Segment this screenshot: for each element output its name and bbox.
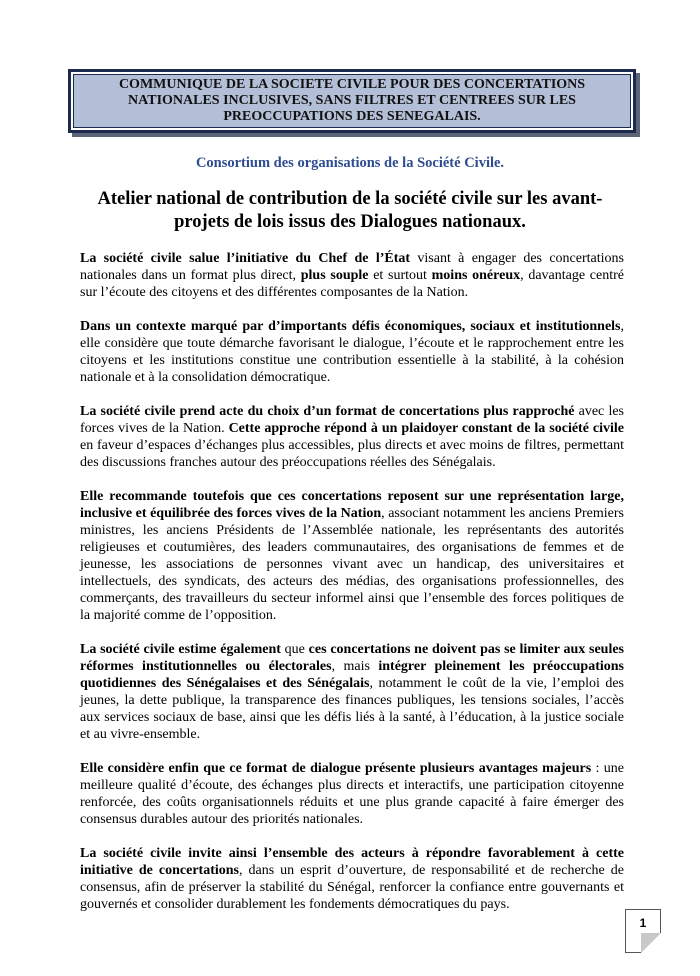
organization-name: Consortium des organisations de la Société Civile. bbox=[195, 155, 505, 171]
bold-text-run: La société civile invite ainsi l’ensemble des acteurs à répondre favorablement à cette initiative de concertations bbox=[80, 846, 624, 878]
bold-text-run: intégrer pleinement les préoccupations quotidiennes des Sénégalaises et des Sénégalais bbox=[80, 659, 624, 691]
bold-text-run: ces concertations ne doivent pas se limiter aux seules réformes institutionnelles ou électorales bbox=[80, 642, 625, 674]
bold-text-run: Dans un contexte marqué par d’importants défis économiques, sociaux et institutionnels bbox=[80, 319, 621, 334]
page-number-box bbox=[625, 909, 661, 953]
text-run: que bbox=[280, 642, 309, 657]
paragraph-5 bbox=[80, 641, 624, 743]
text-run: avec les forces vives de la Nation. bbox=[80, 404, 624, 436]
paragraph-1 bbox=[80, 250, 624, 301]
paragraph-4 bbox=[80, 488, 624, 624]
text-run: : une meilleure qualité d’écoute, des échanges plus directs et interactifs, une participation citoyenne renforcée, des coûts organisationnels réduits et une plus grande capacité à faire émerger des consensus durables autour des priorités nationales. bbox=[80, 761, 624, 827]
page-number: 1 bbox=[639, 916, 647, 930]
paragraph-2 bbox=[80, 318, 624, 386]
bold-text-run: plus souple bbox=[300, 268, 369, 283]
text-run: visant à engager des concertations nationales dans un format plus direct, bbox=[80, 251, 624, 283]
text-run: , associant notamment les anciens Premiers ministres, les anciens Présidents de l’Assemblée nationale, les représentants des autorités religieuses et coutumières, des leaders communautaires, des organisations de femmes et de jeunesse, les associations de personnes vivant avec un handicap, des universitaires et intellectuels, des syndicats, des acteurs des médias, des organisations professionnelles, des commerçants, des travailleurs du secteur informel ainsi que l’ensemble des forces politiques de la majorité comme de l’opposition. bbox=[80, 506, 624, 623]
text-run: et surtout bbox=[368, 268, 432, 283]
bold-text-run: La société civile estime également bbox=[80, 642, 281, 657]
paragraph-3 bbox=[80, 403, 624, 471]
text-run: , dans un esprit d’ouverture, de responsabilité et de recherche de consensus, afin de préserver la stabilité du Sénégal, renforcer la confiance entre gouvernants et gouvernés et consolider durablement les fondements démocratiques du pays. bbox=[80, 863, 624, 912]
title-box bbox=[68, 69, 636, 133]
bold-text-run: La société civile prend acte du choix d’un format de concertations plus rapproché bbox=[80, 404, 575, 419]
paragraph-7 bbox=[80, 845, 624, 913]
bold-text-run: La société civile salue l’initiative du Chef de l’État bbox=[80, 251, 411, 266]
bold-text-run: Elle recommande toutefois que ces concertations reposent sur une représentation large, inclusive et équilibrée des forces vives de la Nation bbox=[80, 489, 624, 521]
paragraph-6 bbox=[80, 760, 624, 828]
bold-text-run: Elle considère enfin que ce format de dialogue présente plusieurs avantages majeurs bbox=[80, 761, 592, 776]
page-fold-corner bbox=[641, 933, 661, 953]
text-run: , notamment le coût de la vie, l’emploi des jeunes, la dette publique, la transparence des finances publiques, les tensions sociales, l’accès aux services sociaux de base, ainsi que les défis liés à la santé, à l’éducation, à la justice sociale et au vivre-ensemble. bbox=[80, 676, 624, 742]
text-run: , davantage centré sur l’écoute des citoyens et des différentes composantes de la Nation. bbox=[80, 268, 624, 300]
document-body bbox=[80, 250, 624, 930]
text-run: en faveur d’espaces d’échanges plus accessibles, plus directs et avec moins de filtres, permettant des discussions franches autour des préoccupations réelles des Sénégalais. bbox=[80, 438, 624, 470]
page-heading: Atelier national de contribution de la société civile sur les avant-projets de lois issus des Dialogues nationaux. bbox=[97, 189, 603, 232]
bold-text-run: Cette approche répond à un plaidoyer constant de la société civile bbox=[228, 421, 624, 436]
bold-text-run: moins onéreux bbox=[431, 268, 521, 283]
text-run: , mais bbox=[331, 659, 379, 674]
text-run: , elle considère que toute démarche favorisant le dialogue, l’écoute et le rapprochement entre les citoyens et les institutions constitue une contribution essentielle à la stabilité, à la cohésion nationale et à la consolidation démocratique. bbox=[80, 319, 624, 385]
document-title: COMMUNIQUE DE LA SOCIETE CIVILE POUR DES CONCERTATIONS NATIONALES INCLUSIVES, SANS FILTRES ET CENTREES SUR LES PREOCCUPATIONS DES SENEGALAIS. bbox=[73, 74, 631, 128]
